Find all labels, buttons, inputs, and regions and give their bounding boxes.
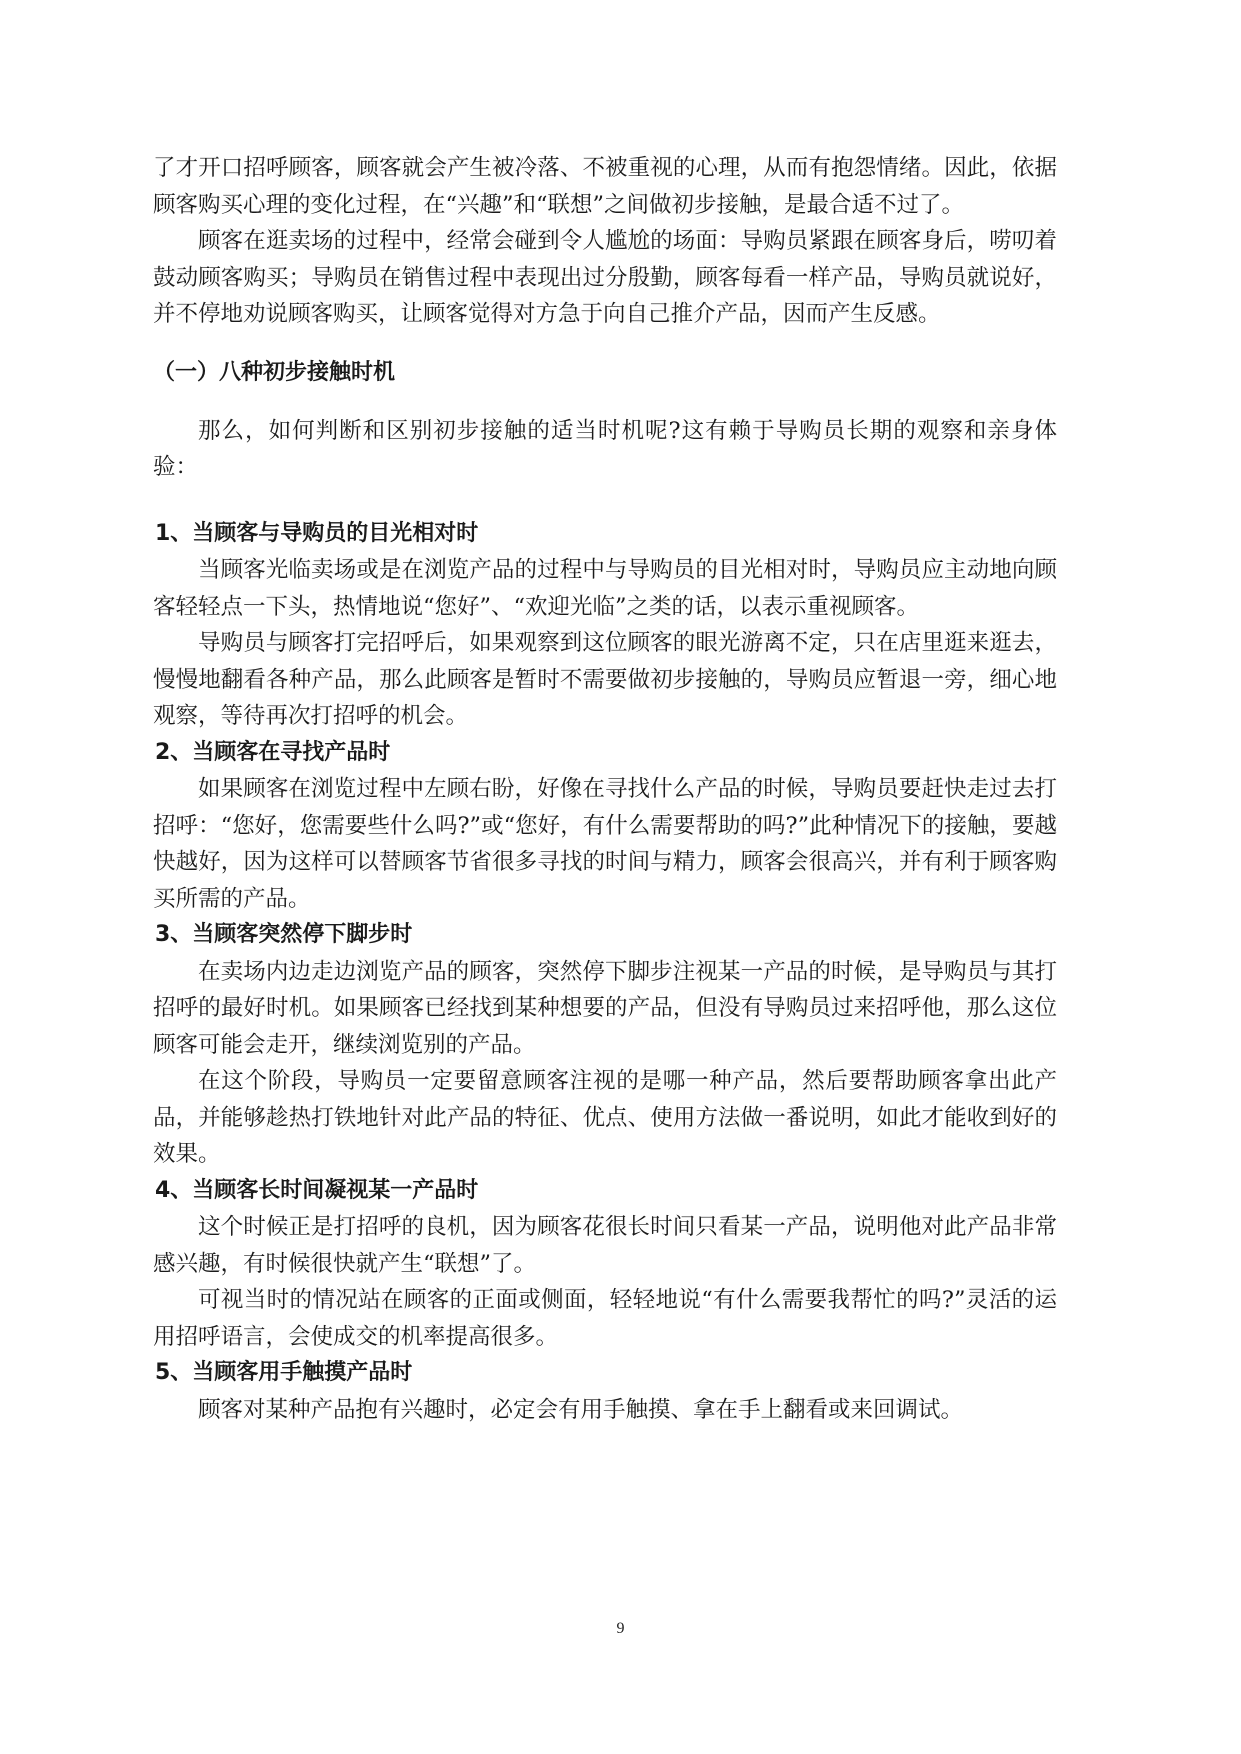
body-paragraph: 在卖场内边走边浏览产品的顾客，突然停下脚步注视某一产品的时候，是导购员与其打招呼的最好时机。如果顾客已经找到某种想要的产品，但没有导购员过来招呼他，那么这位顾客可能会走开，继续浏览别的产品。 — [153, 958, 1057, 1058]
item-heading-4: 4、当顾客长时间凝视某一产品时 — [155, 1177, 479, 1203]
page-number: 9 — [616, 1620, 625, 1637]
body-paragraph: 导购员与顾客打完招呼后，如果观察到这位顾客的眼光游离不定，只在店里逛来逛去，慢慢地翻看各种产品，那么此顾客是暂时不需要做初步接触的，导购员应暂退一旁，细心地观察，等待再次打招呼的机会。 — [153, 630, 1057, 729]
item-heading-3: 3、当顾客突然停下脚步时 — [155, 922, 413, 947]
body-paragraph: 如果顾客在浏览过程中左顾右盼，好像在寻找什么产品的时候，导购员要赶快走过去打招呼：“您好，您需要些什么吗?”或“您好，有什么需要帮助的吗?”此种情况下的接触，要越快越好，因为这样可以替顾客节省很多寻找的时间与精力，顾客会很高兴，并有利于顾客购买所需的产品。 — [153, 776, 1057, 912]
item-heading-1: 1、当顾客与导购员的目光相对时 — [155, 520, 479, 546]
body-paragraph: 可视当时的情况站在顾客的正面或侧面，轻轻地说“有什么需要我帮忙的吗?”灵活的运用招呼语言，会使成交的机率提高很多。 — [153, 1287, 1057, 1350]
page-content — [153, 150, 1057, 1428]
body-paragraph: 当顾客光临卖场或是在浏览产品的过程中与导购员的目光相对时，导购员应主动地向顾客轻轻点一下头，热情地说“您好”、“欢迎光临”之类的话，以表示重视顾客。 — [153, 557, 1057, 620]
body-paragraph: 顾客在逛卖场的过程中，经常会碰到令人尴尬的场面：导购员紧跟在顾客身后，唠叨着鼓动顾客购买；导购员在销售过程中表现出过分殷勤，顾客每看一样产品，导购员就说好，并不停地劝说顾客购买，让顾客觉得对方急于向自己推介产品，因而产生反感。 — [153, 228, 1057, 327]
body-paragraph: 顾客对某种产品抱有兴趣时，必定会有用手触摸、拿在手上翻看或来回调试。 — [198, 1396, 964, 1423]
body-paragraph: 了才开口招呼顾客，顾客就会产生被冷落、不被重视的心理，从而有抱怨情绪。因此，依据顾客购买心理的变化过程，在“兴趣”和“联想”之间做初步接触，是最合适不过了。 — [153, 155, 1057, 218]
item-heading-5: 5、当顾客用手触摸产品时 — [155, 1360, 413, 1385]
body-paragraph: 在这个阶段，导购员一定要留意顾客注视的是哪一种产品，然后要帮助顾客拿出此产品，并能够趁热打铁地针对此产品的特征、优点、使用方法做一番说明，如此才能收到好的效果。 — [153, 1068, 1057, 1167]
section-title: （一）八种初步接触时机 — [153, 359, 396, 385]
intro-paragraph: 那么，如何判断和区别初步接触的适当时机呢?这有赖于导购员长期的观察和亲身体验： — [153, 417, 1057, 480]
body-paragraph: 这个时候正是打招呼的良机，因为顾客花很长时间只看某一产品，说明他对此产品非常感兴趣，有时候很快就产生“联想”了。 — [153, 1214, 1057, 1277]
item-heading-2: 2、当顾客在寻找产品时 — [155, 739, 391, 765]
